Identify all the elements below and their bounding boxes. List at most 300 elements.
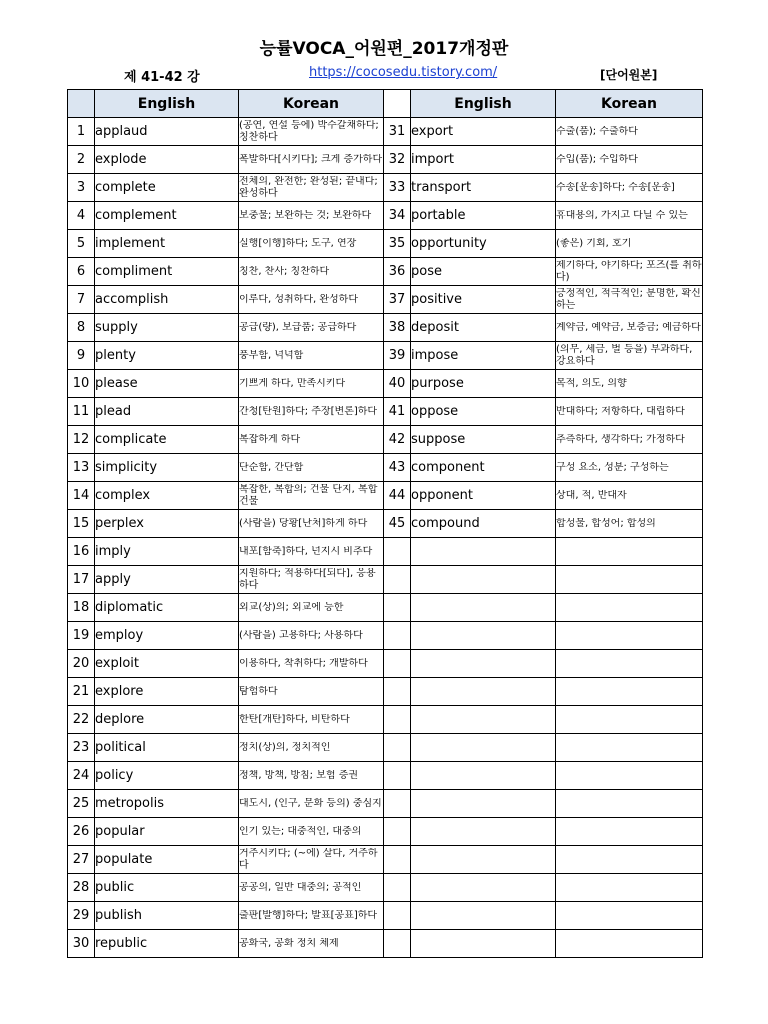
word-number: 30	[72, 936, 90, 951]
table-row	[68, 482, 703, 510]
english-word-cell	[95, 790, 239, 818]
english-word: deposit	[411, 320, 459, 335]
english-word-cell	[411, 818, 556, 846]
english-word: political	[95, 740, 146, 755]
english-word-cell	[411, 930, 556, 958]
table-row	[68, 594, 703, 622]
english-word: impose	[411, 348, 459, 363]
korean-meaning-cell	[239, 790, 384, 818]
english-word: republic	[95, 936, 148, 951]
word-number-cell	[384, 118, 411, 146]
word-number-cell	[68, 846, 95, 874]
word-number: 4	[76, 208, 86, 223]
word-number: 6	[76, 264, 86, 279]
table-row	[68, 678, 703, 706]
english-word-cell	[95, 230, 239, 258]
korean-meaning-cell	[556, 342, 703, 370]
english-word: perplex	[95, 516, 144, 531]
word-number-cell	[68, 370, 95, 398]
korean-meaning-cell	[239, 930, 384, 958]
korean-meaning: 복잡한, 복합의; 건물 단지, 복합건물	[239, 483, 378, 507]
english-word-cell	[95, 118, 239, 146]
korean-meaning: 정책, 방책, 방침; 보험 증권	[239, 769, 359, 781]
korean-meaning-cell	[556, 286, 703, 314]
word-number-cell	[384, 734, 411, 762]
word-number-cell	[68, 538, 95, 566]
word-number-cell	[384, 510, 411, 538]
korean-meaning: (사람을) 당황[난처]하게 하다	[239, 517, 368, 529]
korean-meaning-cell	[556, 482, 703, 510]
word-number: 36	[388, 264, 406, 279]
english-word-cell	[411, 566, 556, 594]
korean-meaning: 한탄[개탄]하다, 비탄하다	[239, 713, 350, 725]
word-number-cell	[384, 482, 411, 510]
korean-meaning-cell	[556, 734, 703, 762]
word-number-cell	[68, 482, 95, 510]
origin-label: [단어원본]	[600, 68, 658, 82]
korean-meaning-cell	[556, 146, 703, 174]
word-number-cell	[384, 594, 411, 622]
korean-meaning-cell	[556, 454, 703, 482]
korean-meaning: 수출(품); 수출하다	[556, 125, 638, 137]
korean-meaning-cell	[239, 594, 384, 622]
korean-meaning: 인기 있는; 대중적인, 대중의	[239, 825, 362, 837]
korean-meaning: 목적, 의도, 의향	[556, 377, 627, 389]
word-number: 19	[72, 628, 90, 643]
word-number: 22	[72, 712, 90, 727]
header-num-cell-right	[384, 90, 411, 118]
korean-meaning: 상대, 적, 반대자	[556, 489, 627, 501]
table-row	[68, 622, 703, 650]
word-number-cell	[384, 902, 411, 930]
word-number-cell	[68, 426, 95, 454]
table-row	[68, 398, 703, 426]
word-number-cell	[68, 454, 95, 482]
korean-meaning-cell	[239, 202, 384, 230]
table-row	[68, 902, 703, 930]
word-number: 7	[76, 292, 86, 307]
korean-meaning-cell	[239, 650, 384, 678]
word-number-cell	[384, 258, 411, 286]
english-word-cell	[411, 650, 556, 678]
word-number: 18	[72, 600, 90, 615]
english-word: applaud	[95, 124, 148, 139]
english-word-cell	[411, 398, 556, 426]
table-row	[68, 174, 703, 202]
english-word: supply	[95, 320, 138, 335]
english-word: complicate	[95, 432, 167, 447]
word-number: 33	[388, 180, 406, 195]
english-word: accomplish	[95, 292, 169, 307]
english-word-cell	[411, 538, 556, 566]
word-number: 39	[388, 348, 406, 363]
english-word: deplore	[95, 712, 145, 727]
word-number: 35	[388, 236, 406, 251]
word-number: 27	[72, 852, 90, 867]
word-number: 25	[72, 796, 90, 811]
korean-meaning: (좋은) 기회, 호기	[556, 237, 632, 249]
korean-meaning: (사람을) 고용하다; 사용하다	[239, 629, 363, 641]
korean-meaning-cell	[556, 538, 703, 566]
korean-meaning-cell	[239, 846, 384, 874]
korean-meaning: 구성 요소, 성분; 구성하는	[556, 461, 669, 473]
word-number-cell	[68, 734, 95, 762]
english-word-cell	[411, 342, 556, 370]
english-word: compliment	[95, 264, 173, 279]
korean-meaning-cell	[556, 930, 703, 958]
word-number: 16	[72, 544, 90, 559]
korean-meaning: 공급(량), 보급품; 공급하다	[239, 321, 357, 333]
english-word: complement	[95, 208, 177, 223]
english-word-cell	[95, 342, 239, 370]
table-row	[68, 706, 703, 734]
english-word-cell	[95, 174, 239, 202]
english-word-cell	[95, 510, 239, 538]
word-number: 23	[72, 740, 90, 755]
page-title: 능률VOCA_어원편_2017개정판	[259, 39, 509, 59]
word-number-cell	[68, 874, 95, 902]
korean-meaning-cell	[556, 230, 703, 258]
table-row	[68, 874, 703, 902]
english-word: apply	[95, 572, 131, 587]
word-number-cell	[384, 846, 411, 874]
word-number-cell	[384, 678, 411, 706]
table-row	[68, 342, 703, 370]
english-word: transport	[411, 180, 472, 195]
word-number-cell	[384, 230, 411, 258]
korean-meaning: 정치(상)의, 정치적인	[239, 741, 331, 753]
korean-meaning: 대도시, (인구, 문화 등의) 중심지	[239, 797, 382, 809]
english-word-cell	[411, 846, 556, 874]
english-word-cell	[411, 454, 556, 482]
word-number: 45	[388, 516, 406, 531]
korean-meaning-cell	[239, 678, 384, 706]
korean-meaning: 실행[이행]하다; 도구, 연장	[239, 237, 357, 249]
word-number: 26	[72, 824, 90, 839]
english-word-cell	[95, 146, 239, 174]
word-number: 5	[76, 236, 86, 251]
word-number: 10	[72, 376, 90, 391]
korean-meaning-cell	[239, 482, 384, 510]
word-number: 9	[76, 348, 86, 363]
english-word: populate	[95, 852, 153, 867]
word-number-cell	[384, 762, 411, 790]
korean-meaning-cell	[239, 370, 384, 398]
korean-meaning-cell	[239, 174, 384, 202]
table-row	[68, 454, 703, 482]
word-number-cell	[68, 930, 95, 958]
english-word-cell	[411, 230, 556, 258]
english-word-cell	[411, 314, 556, 342]
korean-meaning-cell	[556, 174, 703, 202]
english-word-cell	[95, 314, 239, 342]
english-word: public	[95, 880, 135, 895]
word-number-cell	[384, 454, 411, 482]
korean-meaning-cell	[239, 454, 384, 482]
word-number: 40	[388, 376, 406, 391]
korean-meaning-cell	[239, 258, 384, 286]
english-word-cell	[95, 930, 239, 958]
english-word: oppose	[411, 404, 459, 419]
korean-meaning-cell	[239, 118, 384, 146]
table-row	[68, 510, 703, 538]
english-word: opportunity	[411, 236, 487, 251]
word-number-cell	[68, 202, 95, 230]
english-word: employ	[95, 628, 144, 643]
lecture-label: 제 41-42 강	[124, 70, 200, 85]
korean-meaning: 휴대용의, 가지고 다닐 수 있는	[556, 209, 688, 221]
english-word-cell	[411, 202, 556, 230]
english-word: explore	[95, 684, 144, 699]
korean-meaning: 칭찬, 찬사; 칭찬하다	[239, 265, 330, 277]
english-word-cell	[95, 482, 239, 510]
english-word: opponent	[411, 488, 473, 503]
korean-meaning-cell	[239, 398, 384, 426]
word-number-cell	[384, 174, 411, 202]
korean-meaning-cell	[239, 734, 384, 762]
word-number: 3	[76, 180, 86, 195]
word-number-cell	[68, 566, 95, 594]
table-row	[68, 370, 703, 398]
korean-meaning-cell	[556, 370, 703, 398]
word-number: 21	[72, 684, 90, 699]
word-number: 31	[388, 124, 406, 139]
word-number: 17	[72, 572, 90, 587]
korean-meaning: 단순함, 간단함	[239, 461, 304, 473]
word-number: 42	[388, 432, 406, 447]
english-word: suppose	[411, 432, 466, 447]
korean-meaning: 복잡하게 하다	[239, 433, 301, 445]
korean-meaning-cell	[239, 286, 384, 314]
word-number: 2	[76, 152, 86, 167]
word-number: 15	[72, 516, 90, 531]
english-word-cell	[411, 174, 556, 202]
english-word: diplomatic	[95, 600, 164, 615]
word-number-cell	[384, 818, 411, 846]
table-row	[68, 930, 703, 958]
word-number: 24	[72, 768, 90, 783]
korean-meaning-cell	[556, 902, 703, 930]
korean-meaning-cell	[556, 706, 703, 734]
word-number-cell	[384, 622, 411, 650]
english-word-cell	[411, 146, 556, 174]
word-number-cell	[68, 510, 95, 538]
word-number: 34	[388, 208, 406, 223]
table-row	[68, 202, 703, 230]
word-number-cell	[68, 258, 95, 286]
english-word: portable	[411, 208, 466, 223]
header-korean-right: Korean	[556, 90, 703, 118]
korean-meaning: 내포[함축]하다, 넌지시 비추다	[239, 545, 373, 557]
english-word-cell	[95, 538, 239, 566]
korean-meaning-cell	[239, 622, 384, 650]
word-number-cell	[68, 398, 95, 426]
korean-meaning: 폭발하다[시키다]; 크게 증가하다	[239, 153, 383, 165]
korean-meaning-cell	[556, 594, 703, 622]
korean-meaning-cell	[239, 342, 384, 370]
korean-meaning: 반대하다; 저항하다, 대립하다	[556, 405, 685, 417]
word-number-cell	[384, 286, 411, 314]
english-word: import	[411, 152, 454, 167]
english-word-cell	[411, 118, 556, 146]
korean-meaning: 간청[탄원]하다; 주장[변론]하다	[239, 405, 378, 417]
korean-meaning-cell	[239, 706, 384, 734]
word-number-cell	[384, 874, 411, 902]
word-number-cell	[384, 706, 411, 734]
table-row	[68, 286, 703, 314]
word-number: 14	[72, 488, 90, 503]
table-row	[68, 538, 703, 566]
english-word: publish	[95, 908, 142, 923]
english-word-cell	[95, 286, 239, 314]
table-row	[68, 790, 703, 818]
word-number-cell	[68, 706, 95, 734]
korean-meaning-cell	[556, 678, 703, 706]
english-word: positive	[411, 292, 462, 307]
english-word: complex	[95, 488, 151, 503]
word-number: 41	[388, 404, 406, 419]
korean-meaning-cell	[556, 650, 703, 678]
english-word-cell	[95, 594, 239, 622]
korean-meaning-cell	[239, 510, 384, 538]
korean-meaning: 지원하다; 적용하다[되다], 응용하다	[239, 567, 376, 591]
english-word-cell	[411, 902, 556, 930]
word-number-cell	[384, 790, 411, 818]
word-number-cell	[384, 398, 411, 426]
table-row	[68, 258, 703, 286]
word-number-cell	[68, 174, 95, 202]
english-word-cell	[411, 790, 556, 818]
english-word-cell	[95, 650, 239, 678]
word-number: 32	[388, 152, 406, 167]
word-number-cell	[68, 230, 95, 258]
english-word: pose	[411, 264, 442, 279]
english-word-cell	[411, 258, 556, 286]
table-header-row	[68, 90, 703, 118]
english-word: implement	[95, 236, 166, 251]
english-word-cell	[95, 202, 239, 230]
table-row	[68, 426, 703, 454]
korean-meaning-cell	[239, 762, 384, 790]
korean-meaning-cell	[556, 874, 703, 902]
english-word: compound	[411, 516, 480, 531]
word-number-cell	[384, 930, 411, 958]
korean-meaning-cell	[239, 874, 384, 902]
word-number: 29	[72, 908, 90, 923]
korean-meaning: 출판[발행]하다; 발표[공표]하다	[239, 909, 378, 921]
vocab-table	[67, 89, 703, 958]
english-word: explode	[95, 152, 147, 167]
word-number-cell	[384, 146, 411, 174]
word-number-cell	[384, 314, 411, 342]
table-row	[68, 566, 703, 594]
english-word-cell	[95, 370, 239, 398]
word-number-cell	[384, 426, 411, 454]
english-word: plenty	[95, 348, 136, 363]
word-number-cell	[68, 678, 95, 706]
english-word: please	[95, 376, 138, 391]
english-word: plead	[95, 404, 132, 419]
word-number-cell	[384, 538, 411, 566]
korean-meaning: 풍부함, 넉넉함	[239, 349, 304, 361]
english-word-cell	[411, 482, 556, 510]
english-word: simplicity	[95, 460, 158, 475]
word-number-cell	[68, 650, 95, 678]
korean-meaning-cell	[239, 426, 384, 454]
korean-meaning: 계약금, 예약금, 보증금; 예금하다	[556, 321, 701, 333]
english-word-cell	[95, 818, 239, 846]
word-number: 28	[72, 880, 90, 895]
english-word: exploit	[95, 656, 139, 671]
word-number-cell	[384, 202, 411, 230]
korean-meaning: 수입(품); 수입하다	[556, 153, 638, 165]
blog-link[interactable]: https://cocosedu.tistory.com/	[309, 65, 498, 80]
word-number: 37	[388, 292, 406, 307]
english-word-cell	[95, 734, 239, 762]
english-word-cell	[411, 706, 556, 734]
word-number: 44	[388, 488, 406, 503]
korean-meaning-cell	[239, 146, 384, 174]
korean-meaning-cell	[556, 622, 703, 650]
english-word-cell	[95, 566, 239, 594]
english-word-cell	[95, 426, 239, 454]
word-number-cell	[68, 762, 95, 790]
korean-meaning: 이루다, 성취하다, 완성하다	[239, 293, 358, 305]
korean-meaning-cell	[239, 538, 384, 566]
table-row	[68, 846, 703, 874]
korean-meaning-cell	[556, 818, 703, 846]
korean-meaning-cell	[556, 510, 703, 538]
korean-meaning-cell	[556, 314, 703, 342]
header-english-right: English	[411, 90, 556, 118]
word-number: 20	[72, 656, 90, 671]
word-number-cell	[68, 902, 95, 930]
word-number-cell	[384, 566, 411, 594]
korean-meaning: 전체의, 완전한; 완성된; 끝내다; 완성하다	[239, 175, 378, 199]
korean-meaning-cell	[556, 426, 703, 454]
word-number: 38	[388, 320, 406, 335]
table-row	[68, 762, 703, 790]
word-number: 11	[72, 404, 90, 419]
korean-meaning-cell	[556, 790, 703, 818]
korean-meaning-cell	[556, 398, 703, 426]
word-number-cell	[68, 622, 95, 650]
english-word: popular	[95, 824, 145, 839]
english-word: purpose	[411, 376, 464, 391]
word-number: 8	[76, 320, 86, 335]
english-word-cell	[411, 622, 556, 650]
english-word-cell	[411, 678, 556, 706]
english-word: metropolis	[95, 796, 164, 811]
english-word-cell	[95, 258, 239, 286]
korean-meaning: 제기하다, 야기하다; 포즈(를 취하다)	[556, 259, 702, 283]
korean-meaning: (공연, 연설 등에) 박수갈채하다; 칭찬하다	[239, 119, 379, 143]
korean-meaning-cell	[556, 118, 703, 146]
english-word-cell	[411, 426, 556, 454]
word-number-cell	[384, 650, 411, 678]
english-word: complete	[95, 180, 156, 195]
english-word: export	[411, 124, 454, 139]
table-row	[68, 314, 703, 342]
english-word-cell	[95, 706, 239, 734]
word-number-cell	[68, 286, 95, 314]
table-row	[68, 118, 703, 146]
word-number-cell	[68, 118, 95, 146]
korean-meaning-cell	[556, 202, 703, 230]
word-number-cell	[68, 594, 95, 622]
table-row	[68, 650, 703, 678]
english-word-cell	[95, 398, 239, 426]
